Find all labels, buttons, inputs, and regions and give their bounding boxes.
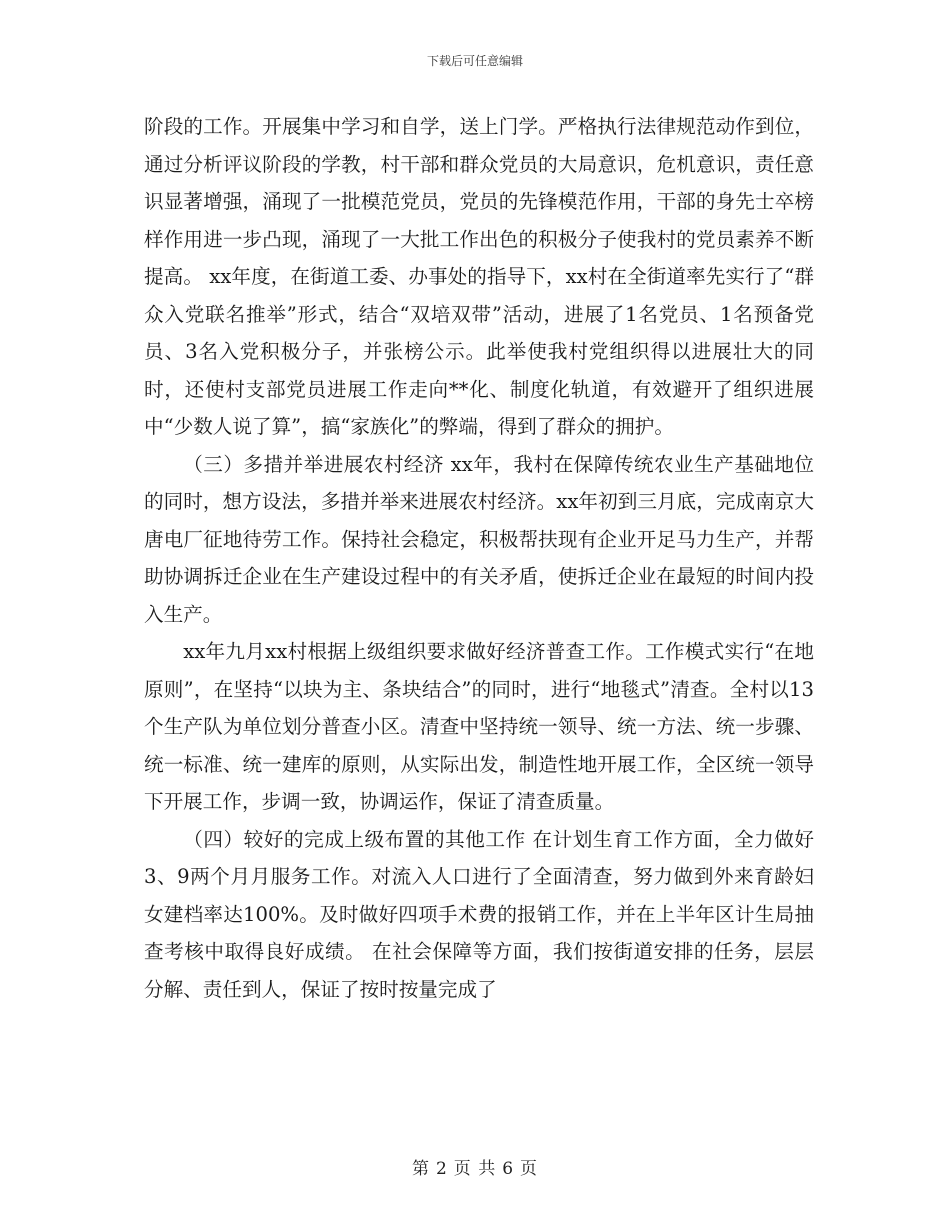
paragraph-4: （四）较好的完成上级布置的其他工作 在计划生育工作方面，全力做好3、9两个月月服务工作。对流入人口进行了全面清查，努力做到外来育龄妇女建档率达100%。及时做好四项手术费的报销工作，并在上半年区计生局抽查考核中取得良好成绩。 在社会保障等方面，我们按街道安排的任务，层层分解、责任到人，保证了按时按量完成了 (144, 827, 814, 1001)
paragraph-3: xx年九月xx村根据上级组织要求做好经济普查工作。工作模式实行“在地原则”，在坚持“以块为主、条块结合”的同时，进行“地毯式”清查。全村以13个生产队为单位划分普查小区。清查中坚持统一领导、统一方法、统一步骤、统一标准、统一建库的原则，从实际出发，制造性地开展工作，全区统一领导下开展工作，步调一致，协调运作，保证了清查质量。 (144, 640, 814, 813)
footer-suffix: 页 (520, 1159, 539, 1179)
page-footer (0, 1154, 950, 1179)
footer-total-pages: 6 (502, 1159, 515, 1179)
paragraph-2: （三）多措并举进展农村经济 xx年，我村在保障传统农业生产基础地位的同时，想方设法，多措并举来进展农村经济。xx年初到三月底，完成南京大唐电厂征地待劳工作。保持社会稳定，积极帮扶现有企业开足马力生产，并帮助协调拆迁企业在生产建设过程中的有关矛盾，使拆迁企业在最短的时间内投入生产。 (144, 452, 814, 626)
footer-page-number: 2 (435, 1159, 448, 1179)
document-body (144, 108, 814, 1008)
footer-middle: 页 共 (453, 1159, 497, 1179)
page-header: 下载后可任意编辑 (426, 54, 523, 68)
paragraph-1: 阶段的工作。开展集中学习和自学，送上门学。严格执行法律规范动作到位，通过分析评议阶段的学教，村干部和群众党员的大局意识，危机意识，责任意识显著增强，涌现了一批模范党员，党员的先锋模范作用，干部的身先士卒榜样作用进一步凸现，涌现了一大批工作出色的积极分子使我村的党员素养不断提高。 xx年度，在街道工委、办事处的指导下，xx村在全街道率先实行了“群众入党联名推举”形式，结合“双培双带”活动，进展了1名党员、1名预备党员、3名入党积极分子，并张榜公示。此举使我村党组织得以进展壮大的同时，还使村支部党员进展工作走向**化、制度化轨道，有效避开了组织进展中“少数人说了算”，搞“家族化”的弊端，得到了群众的拥护。 (144, 115, 814, 438)
footer-prefix: 第 (411, 1159, 430, 1179)
